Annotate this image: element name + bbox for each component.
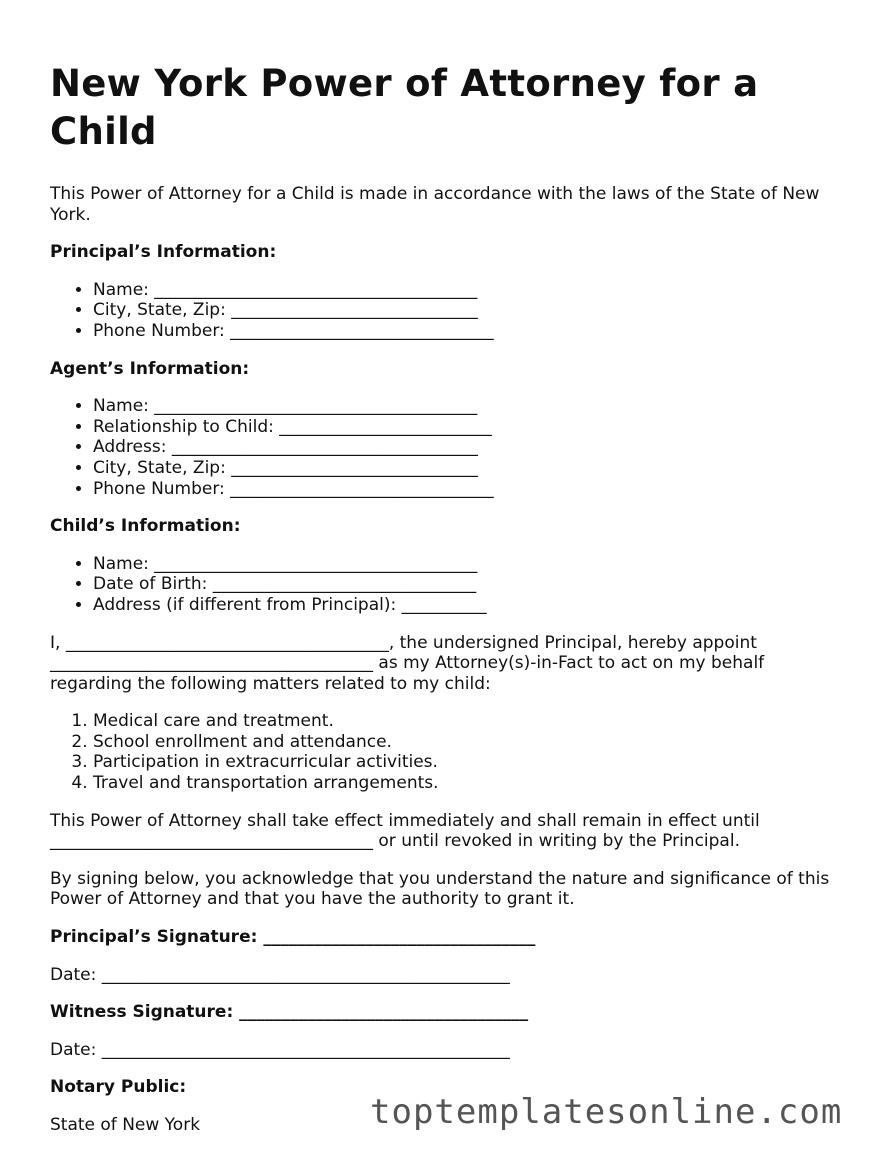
agent-name-field: • Name: ______________________________________ <box>93 396 850 417</box>
acknowledge-text: By signing below, you acknowledge that you understand the nature and significance of this Power of Attorney and that you have the authority to grant it. <box>50 868 830 910</box>
principal-phone-field: • Phone Number: _______________________________ <box>93 321 850 342</box>
matter-item: 1. Medical care and treatment. <box>93 711 850 732</box>
principal-heading: Principal’s Information: <box>50 242 277 263</box>
agent-city-field: • City, State, Zip: _____________________________ <box>93 458 850 479</box>
document-page <box>50 60 850 1153</box>
child-dob-field: • Date of Birth: _______________________________ <box>93 574 850 595</box>
state-text: State of New York <box>50 1115 201 1135</box>
child-heading: Child’s Information: <box>50 516 241 537</box>
child-name-field: • Name: ______________________________________ <box>93 554 850 575</box>
agent-fields-list <box>50 396 850 499</box>
principal-signature-line: Principal’s Signature: ________________________________ <box>50 927 536 948</box>
agent-phone-field: • Phone Number: _______________________________ <box>93 479 850 500</box>
document-title: New York Power of Attorney for a Child <box>50 62 759 153</box>
effect-text: This Power of Attorney shall take effect immediately and shall remain in effect until ______________________________________ or until revoked in writing by the Principal. <box>50 810 760 852</box>
witness-signature-line: Witness Signature: __________________________________ <box>50 1002 529 1023</box>
agent-heading: Agent’s Information: <box>50 358 250 379</box>
appointment-text: I, ______________________________________, the undersigned Principal, hereby appoint ______________________________________ as my Attorney(s)-in-Fact to act on my behalf regarding the following matters related to my child: <box>50 632 765 694</box>
child-address-field: • Address (if different from Principal): __________ <box>93 595 850 616</box>
notary-heading: Notary Public: <box>50 1077 187 1098</box>
principal-fields-list <box>50 280 850 342</box>
matter-item: 2. School enrollment and attendance. <box>93 732 850 753</box>
witness-date-line: Date: ________________________________________________ <box>50 1039 510 1060</box>
matter-item: 4. Travel and transportation arrangements. <box>93 773 850 794</box>
principal-name-field: • Name: ______________________________________ <box>93 280 850 301</box>
principal-date-line: Date: ________________________________________________ <box>50 964 510 985</box>
watermark: toptemplatesonline.com <box>370 1092 843 1132</box>
intro-text: This Power of Attorney for a Child is made in accordance with the laws of the State of New York. <box>50 184 820 225</box>
matters-list <box>50 711 850 793</box>
child-fields-list <box>50 554 850 616</box>
matter-item: 3. Participation in extracurricular activities. <box>93 752 850 773</box>
agent-relationship-field: • Relationship to Child: _________________________ <box>93 417 850 438</box>
agent-address-field: • Address: ____________________________________ <box>93 437 850 458</box>
principal-city-field: • City, State, Zip: _____________________________ <box>93 300 850 321</box>
